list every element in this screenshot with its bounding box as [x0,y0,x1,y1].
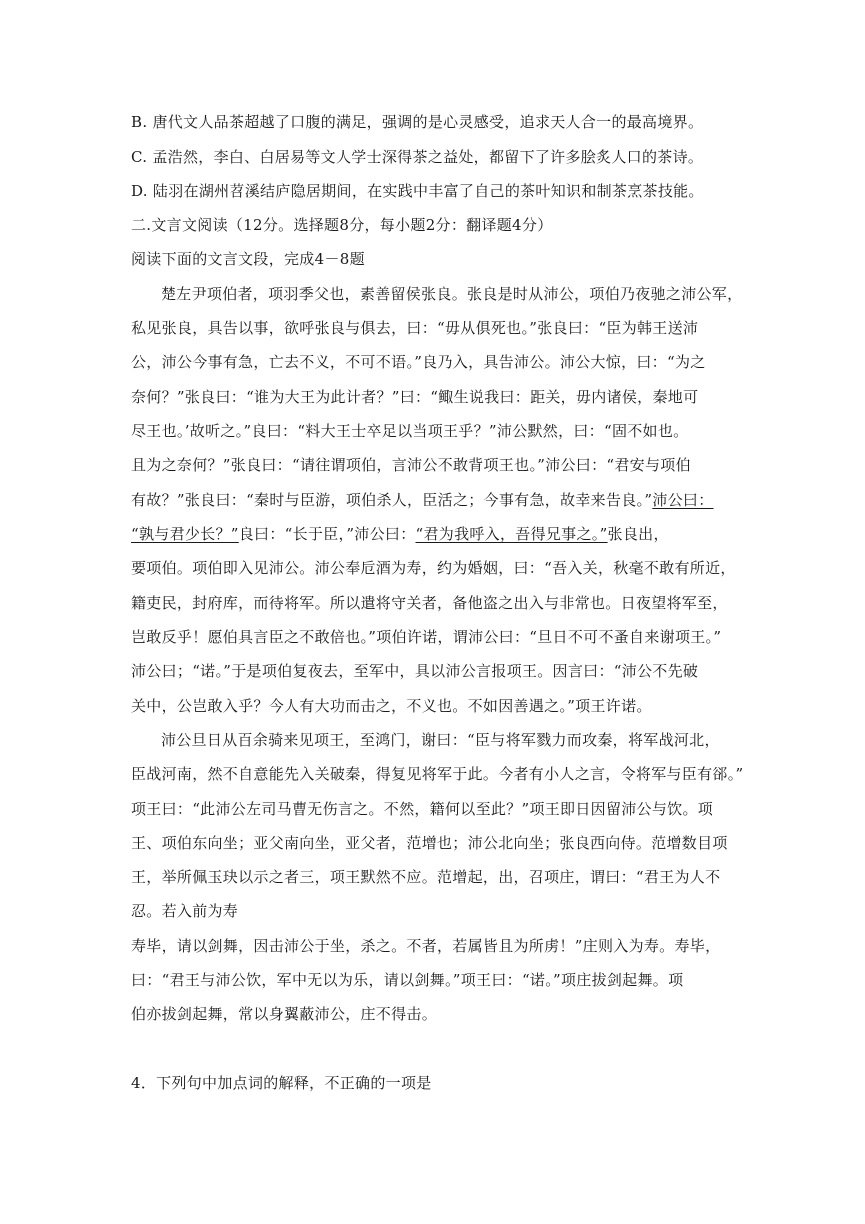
passage-line: 私见张良，具告以事，欲呼张良与俱去，曰：“毋从俱死也。”张良曰：“臣为韩王送沛 [131,319,699,337]
passage-line: 要项伯。项伯即入见沛公。沛公奉卮酒为寿，约为婚姻，曰：“吾入关，秋毫不敢有所近， [131,559,736,577]
passage-text: 良曰：“长于臣，”沛公曰： [238,525,416,543]
passage-line: 沛公旦日从百余骑来见项王，至鸿门，谢曰：“臣与将军戮力而攻秦，将军战河北， [161,731,720,749]
passage-line: 公，沛公今事有急，亡去不义，不可不语。”良乃入，具告沛公。沛公大惊，曰：“为之 [131,353,706,371]
passage-text: 张良出， [607,525,669,543]
passage-line: 臣战河南，然不自意能先入关破秦，得复见将军于此。今者有小人之言，令将军与臣有郤。” [131,765,744,783]
passage-line: 曰：“君王与沛公饮，军中无以为乐，请以剑舞。”项王曰：“诺。”项庄拔剑起舞。项 [131,971,684,989]
passage-line: 且为之奈何？”张良曰：“请往谓项伯，言沛公不敢背项王也。”沛公曰：“君安与项伯 [131,456,691,474]
underlined-sentence: “孰与君少长？” [131,525,239,543]
passage-line: 项王曰：“此沛公左司马曹无伤言之。不然，籍何以至此？”项王即日因留沛公与饮。项 [131,800,714,818]
passage-line: 伯亦拔剑起舞，常以身翼蔽沛公，庄不得击。 [131,1005,438,1023]
passage-line: 籍吏民，封府库，而待将军。所以遣将守关者，备他盗之出入与非常也。日夜望将军至， [131,594,728,612]
underlined-sentence: “君为我呼入，吾得兄事之。” [415,525,608,543]
underlined-sentence: 沛公曰： [652,491,714,509]
option-b: B. 唐代文人品茶超越了口腹的满足，强调的是心灵感受，追求天人合一的最高境界。 [131,113,704,131]
passage-line: 尽王也。’故听之。”良曰：“料大王士卒足以当项王乎？”沛公默然，曰：“固不如也。 [131,422,689,440]
section-heading: 二.文言文阅读（12分。选择题8分，每小题2分：翻译题4分） [131,216,553,234]
option-d: D. 陆羽在湖州苕溪结庐隐居期间，在实践中丰富了自己的茶叶知识和制茶烹茶技能。 [131,182,704,200]
passage-line: 王，举所佩玉玦以示之者三，项王默然不应。范增起，出，召项庄，谓曰：“君王为人不 [131,868,721,886]
passage-line: 沛公曰；“诺。”于是项伯复夜去，至军中，具以沛公言报项王。因言曰：“沛公不先破 [131,662,699,680]
passage-line: 奈何？”张良曰：“谁为大王为此计者？”曰：“鲰生说我曰：距关，毋内诸侯，秦地可 [131,388,699,406]
passage-line: 忍。若入前为寿 [131,902,239,920]
passage-line: 寿毕，请以剑舞，因击沛公于坐，杀之。不者，若属皆且为所虏！”庄则入为寿。寿毕， [131,937,721,955]
passage-line [131,524,741,544]
question-4: 4．下列句中加点词的解释，不正确的一项是 [131,1074,432,1092]
passage-text: 有故？”张良曰：“秦时与臣游，项伯杀人，臣活之；今事有急，故幸来告良。” [131,491,653,509]
option-c: C. 孟浩然，李白、白居易等文人学士深得茶之益处，都留下了许多脍炙人口的茶诗。 [131,148,704,166]
passage-line: 楚左尹项伯者，项羽季父也，素善留侯张良。张良是时从沛公，项伯乃夜驰之沛公军， [161,285,743,303]
passage-line: 王、项伯东向坐；亚父南向坐，亚父者，范增也；沛公北向坐；张良西向侍。范增数目项 [131,834,728,852]
passage-line: 关中，公岂敢入乎？今人有大功而击之，不义也。不如因善遇之。”项王许诺。 [131,697,652,715]
section-instruction: 阅读下面的文言文段，完成4－8题 [131,250,365,268]
passage-line: 岂敢反乎！愿伯具言臣之不敢倍也。”项伯许诺，谓沛公曰：“旦日不可不蚤自来谢项王。” [131,628,722,646]
passage-line [131,490,741,510]
